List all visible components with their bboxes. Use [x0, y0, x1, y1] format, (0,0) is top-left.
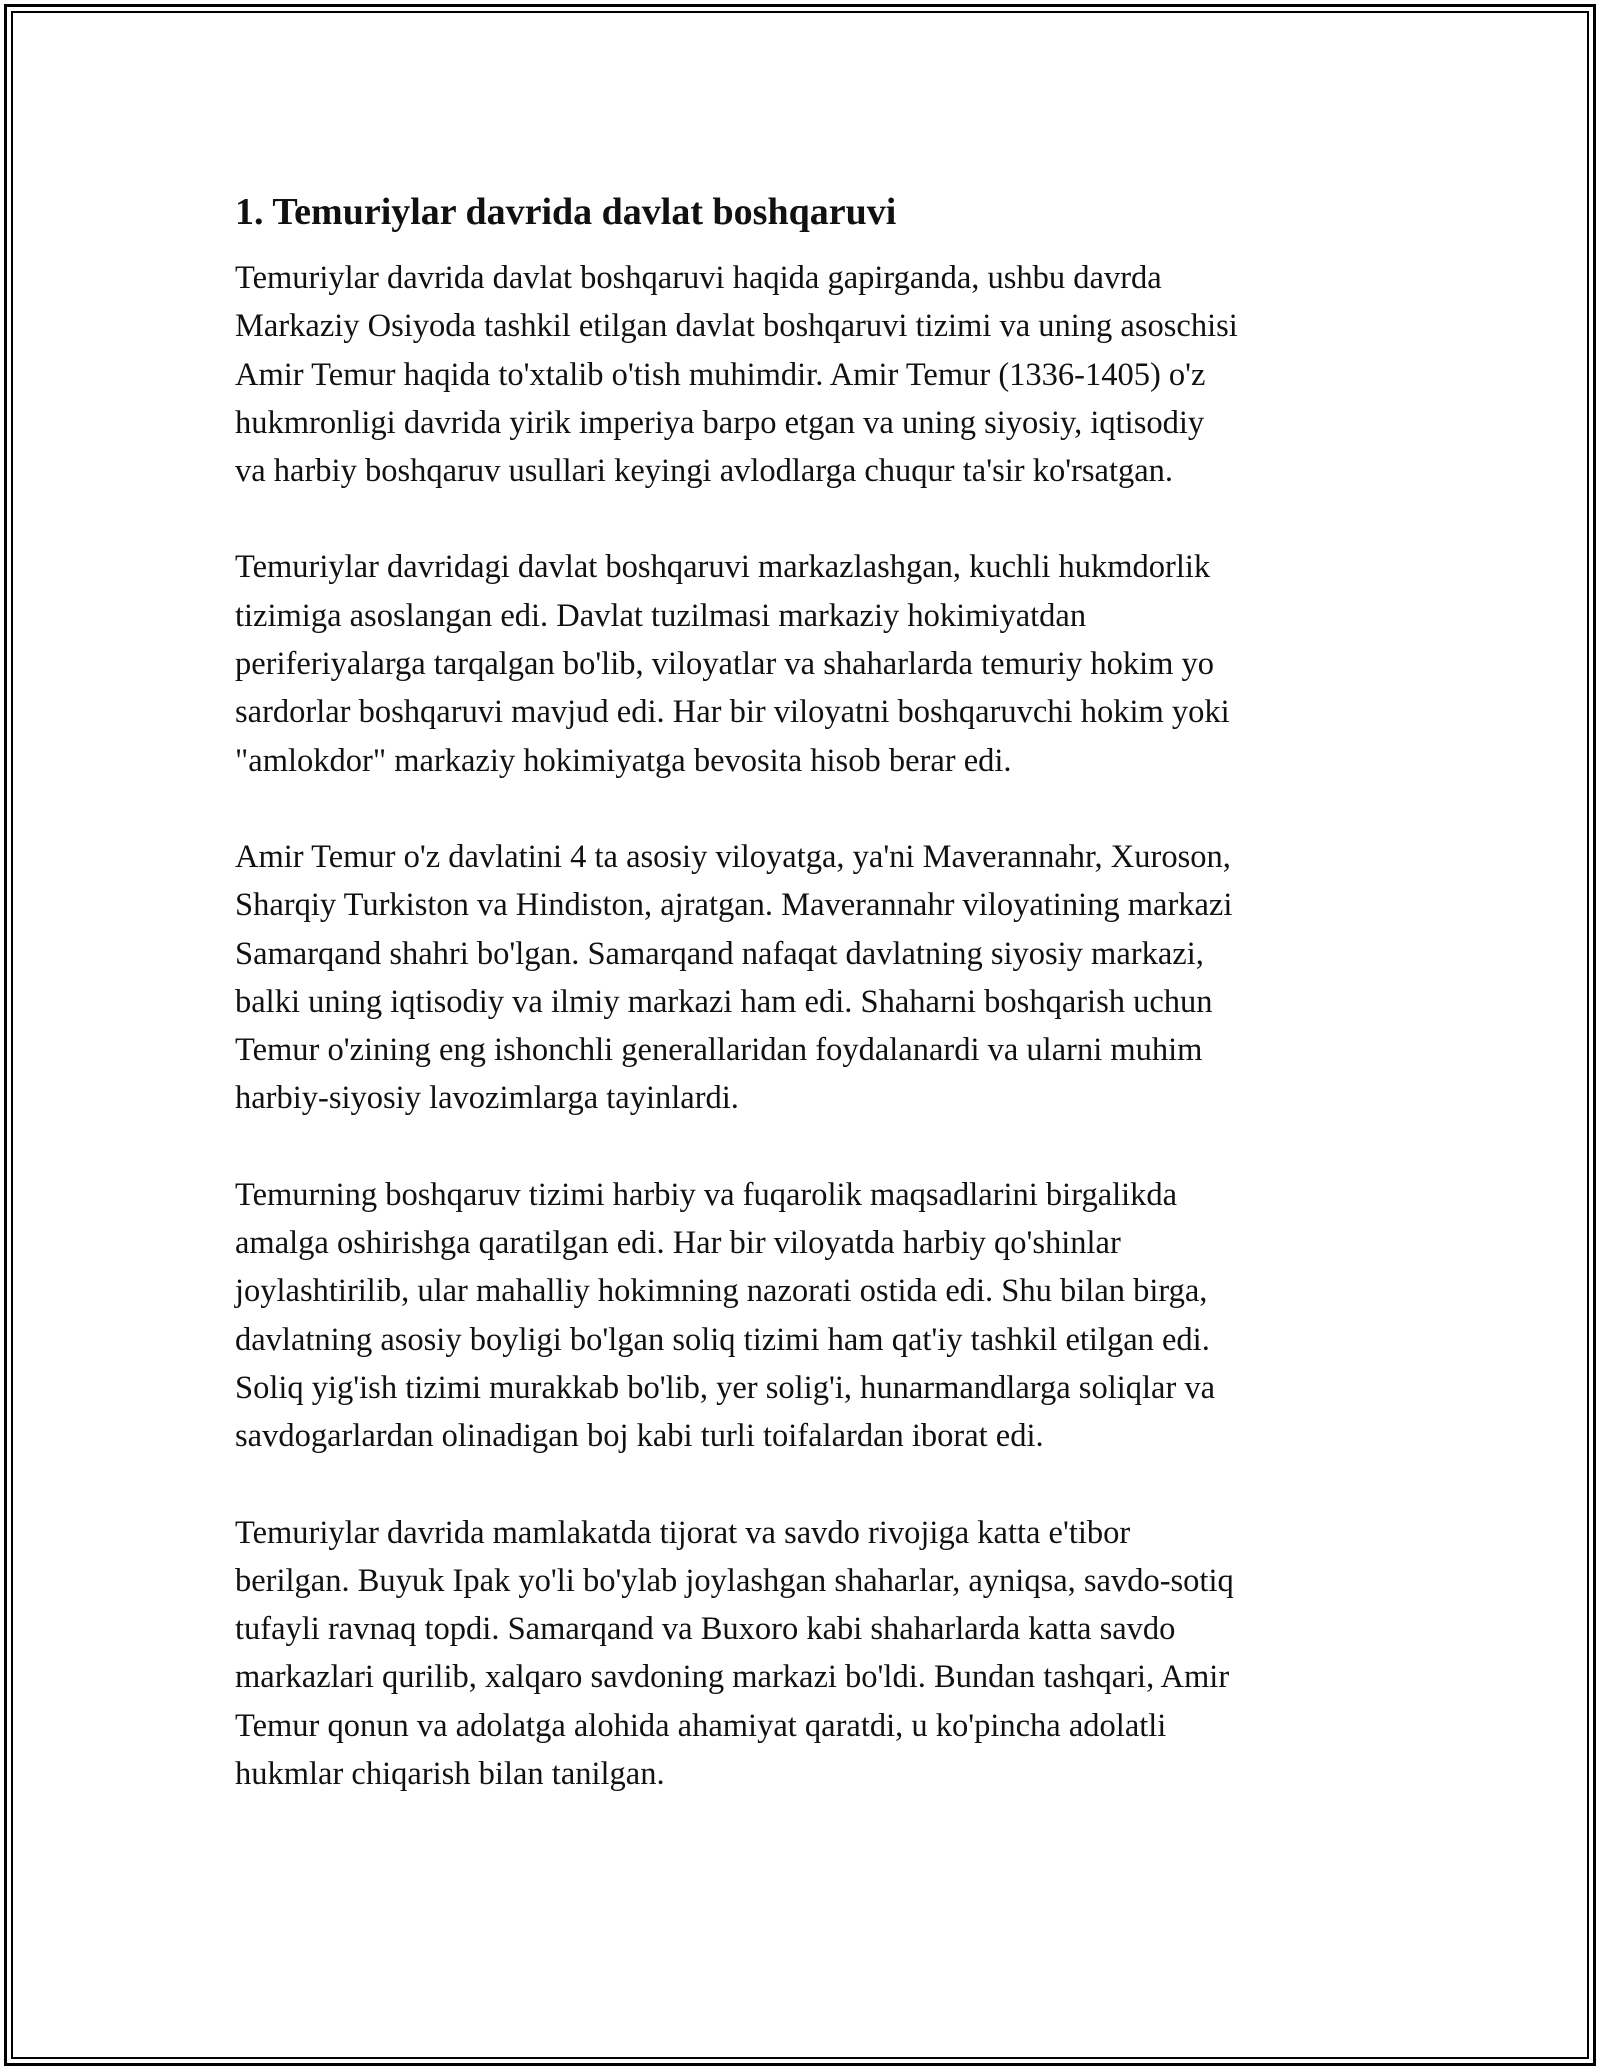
section-title: 1. Temuriylar davrida davlat boshqaruvi — [235, 191, 897, 233]
paragraph-1: Temuriylar davrida davlat boshqaruvi haqida gapirganda, ushbu davrda Markaziy Osiyoda tashkil etilgan davlat boshqaruvi tizimi va uning asoschisi Amir Temur haqida to'xtalib o'tish muhimdir. Amir Temur (1336-1405) o'z hukmronligi davrida yirik imperiya barpo etgan va uning siyosiy, iqtisodiy va harbiy boshqaruv usullari keyingi avlodlarga chuqur ta'sir ko'rsatgan. — [235, 260, 1238, 490]
paragraph-3: Amir Temur o'z davlatini 4 ta asosiy viloyatga, ya'ni Maverannahr, Xuroson, Sharqiy Turkiston va Hindiston, ajratgan. Maverannahr viloyatining markazi Samarqand shahri bo'lgan. Samarqand nafaqat davlatning siyosiy markazi, balki uning iqtisodiy va ilmiy markazi ham edi. Shaharni boshqarish uchun Temur o'zining eng ishonchli generallaridan foydalanardi va ularni muhim harbiy-siyosiy lavozimlarga tayinlardi. — [235, 838, 1233, 1117]
document-content — [235, 188, 1385, 1846]
paragraph-2: Temuriylar davridagi davlat boshqaruvi markazlashgan, kuchli hukmdorlik tizimiga asoslangan edi. Davlat tuzilmasi markaziy hokimiyatdan periferiyalarga tarqalgan bo'lib, viloyatlar va shaharlarda temuriy hokim yo sardorlar boshqaruvi mavjud edi. Har bir viloyatni boshqaruvchi hokim yoki "amlokdor" markaziy hokimiyatga bevosita hisob berar edi. — [235, 549, 1230, 779]
paragraph-5: Temuriylar davrida mamlakatda tijorat va savdo rivojiga katta e'tibor berilgan. Buyuk Ipak yo'li bo'ylab joylashgan shaharlar, ayniqsa, savdo-sotiq tufayli ravnaq topdi. Samarqand va Buxoro kabi shaharlarda katta savdo markazlari qurilib, xalqaro savdoning markazi bo'ldi. Bundan tashqari, Amir Temur qonun va adolatga alohida ahamiyat qaratdi, u ko'pincha adolatli hukmlar chiqarish bilan tanilgan. — [235, 1514, 1234, 1793]
paragraph-4: Temurning boshqaruv tizimi harbiy va fuqarolik maqsadlarini birgalikda amalga oshirishga qaratilgan edi. Har bir viloyatda harbiy qo'shinlar joylashtirilib, ular mahalliy hokimning nazorati ostida edi. Shu bilan birga, davlatning asosiy boyligi bo'lgan soliq tizimi ham qat'iy tashkil etilgan edi. Soliq yig'ish tizimi murakkab bo'lib, yer solig'i, hunarmandlarga soliqlar va savdogarlardan olinadigan boj kabi turli toifalardan iborat edi. — [235, 1176, 1216, 1455]
